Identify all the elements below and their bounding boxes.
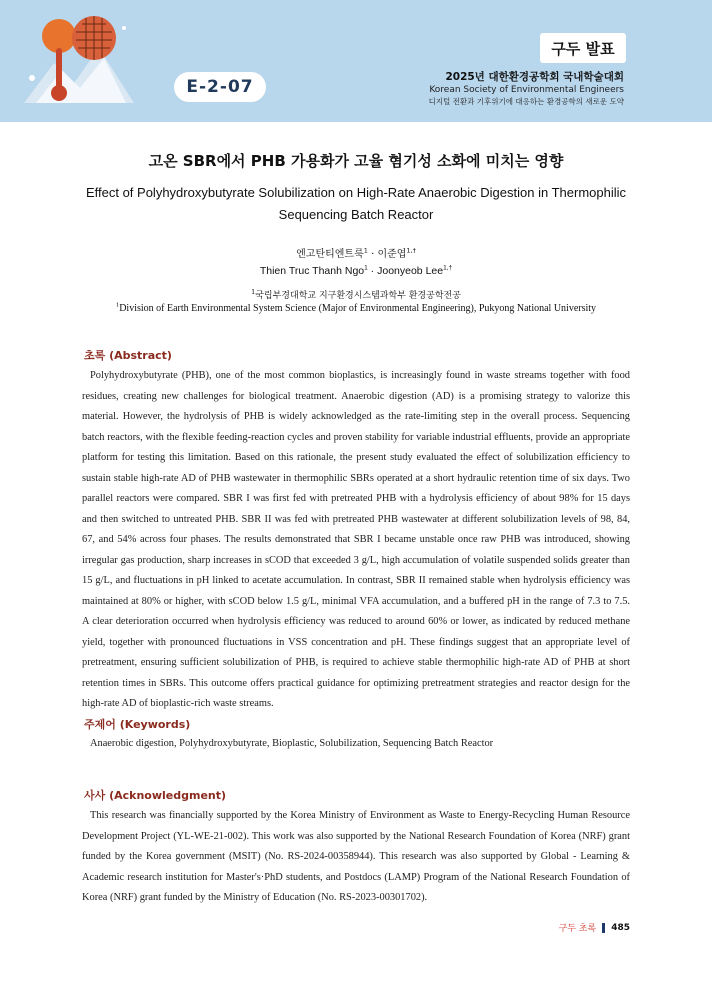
acknowledgment-heading: 사사 (Acknowledgment)	[84, 789, 227, 802]
author-affil-marker: 1	[364, 264, 368, 272]
authors-english	[0, 265, 712, 277]
affiliation-english	[0, 303, 712, 314]
conference-info	[429, 70, 624, 107]
author-separator: ·	[367, 265, 378, 277]
author-affil-marker: 1	[363, 246, 368, 255]
author-affil-marker: 1,†	[406, 246, 416, 255]
society-name: Korean Society of Environmental Engineers	[429, 85, 624, 95]
header-banner	[0, 0, 712, 122]
author-affil-marker: 1,†	[443, 264, 453, 272]
conference-theme: 디지털 전환과 기후위기에 대응하는 환경공학의 새로운 도약	[428, 97, 624, 106]
conference-logo-icon	[14, 8, 144, 108]
abstract-body: Polyhydroxybutyrate (PHB), one of the most common bioplastics, is increasingly found in waste streams together with food residues, creating new challenges for biological treatment. Anaerobic digestion (AD) is a promising strategy to valorize this material. However, the hydrolysis of PHB is widely acknowledged as the rate-limiting step in the overall process. Sequencing batch reactors, with the flexible feeding-reaction cycles and proven stability for variable industrial effluents, provide an appropriate platform for testing this limitation. Based on this rationale, the present study evaluated the effect of solubilization efficiency to sustain stable high-rate AD of PHB wastewater in thermophilic SBRs operated at a short hydraulic retention time of six days. Two parallel reactors were compared. SBR I was first fed with pretreated PHB with a hydrolysis efficiency of about 98% for 15 days and then switched to untreated PHB. SBR II was fed with pretreated PHB wastewater at different solubilization levels of 98, 84, 67, and 54% across four phases. The results demonstrated that SBR I became unstable once raw PHB was introduced, showing irregular gas production, sharp increases in sCOD that exceeded 3 g/L, high accumulation of volatile suspended solids greater than 15 g/L, and fluctuations in pH linked to acetate accumulation. In contrast, SBR II remained stable when hydrolysis efficiency was maintained at 80% or higher, with sCOD below 1.5 g/L, minimal VFA accumulation, and a buffered pH in the range of 7.3 to 7.5. A clear deterioration occurred when hydrolysis efficiency was reduced to around 60% or lower, as indicated by reduced methane yield, together with pronounced fluctuations in VSS concentration and pH. These findings suggest that an appropriate level of pretreatment, ensuring sufficient solubilization of PHB, is required to achieve stable thermophilic high-rate AD of PHB at short retention times in SBRs. This outcome offers practical guidance for optimizing pretreatment strategies and reactor design for the high-rate AD of bioplastic-rich waste streams.	[82, 370, 630, 709]
acknowledgment-body: This research was financially supported by the Korea Ministry of Environment as Waste to Energy-Recycling Human Resource Development Project (YL-WE-21-002). This work was also supported by the National Research Foundation of Korea (NRF) grant funded by the Korea government (MSIT) (No. RS-2024-00358944). This research was also supported by Global - Learning & Academic research institution for Master's·PhD students, and Postdocs (LAMP) Program of the National Research Foundation of Korea (NRF) grant funded by the Ministry of Education (No. RS-2023-00301702).	[82, 810, 630, 903]
author-name: Thien Truc Thanh Ngo	[259, 265, 365, 277]
paper-title-korean: 고온 SBR에서 PHB 가용화가 고율 혐기성 소화에 미치는 영향	[148, 152, 564, 170]
author-name: 엔고탄티엔트룩	[296, 249, 364, 260]
footer-label: 구두 초록	[558, 924, 597, 934]
abstract-heading: 초록 (Abstract)	[84, 349, 172, 362]
session-type-badge: 구두 발표	[540, 33, 626, 63]
conference-title: 2025년 대한환경공학회 국내학술대회	[445, 71, 624, 83]
affil-marker: 1	[251, 288, 256, 296]
page-number: 485	[611, 922, 630, 933]
keywords-body: Anaerobic digestion, Polyhydroxybutyrate, Bioplastic, Solubilization, Sequencing Batch Reactor	[90, 738, 494, 749]
paper-title-english: Effect of Polyhydroxybutyrate Solubilization on High-Rate Anaerobic Digestion in Thermophilic Sequencing Batch Reactor	[85, 185, 627, 222]
page-footer	[559, 921, 630, 934]
affiliation-text: Division of Earth Environmental System Science (Major of Environmental Engineering), Pukyong National University	[119, 303, 597, 314]
abstract-code-badge: E-2-07	[174, 72, 266, 102]
footer-divider	[602, 923, 605, 933]
author-separator: ·	[367, 249, 378, 260]
author-name: 이준엽	[377, 249, 407, 260]
affiliation-korean	[0, 288, 712, 301]
authors-korean	[0, 245, 712, 260]
author-name: Joonyeob Lee	[377, 265, 444, 277]
affil-marker: 1	[115, 301, 120, 309]
keywords-heading: 주제어 (Keywords)	[84, 718, 191, 731]
affiliation-text: 국립부경대학교 지구환경시스템과학부 환경공학전공	[255, 291, 461, 301]
